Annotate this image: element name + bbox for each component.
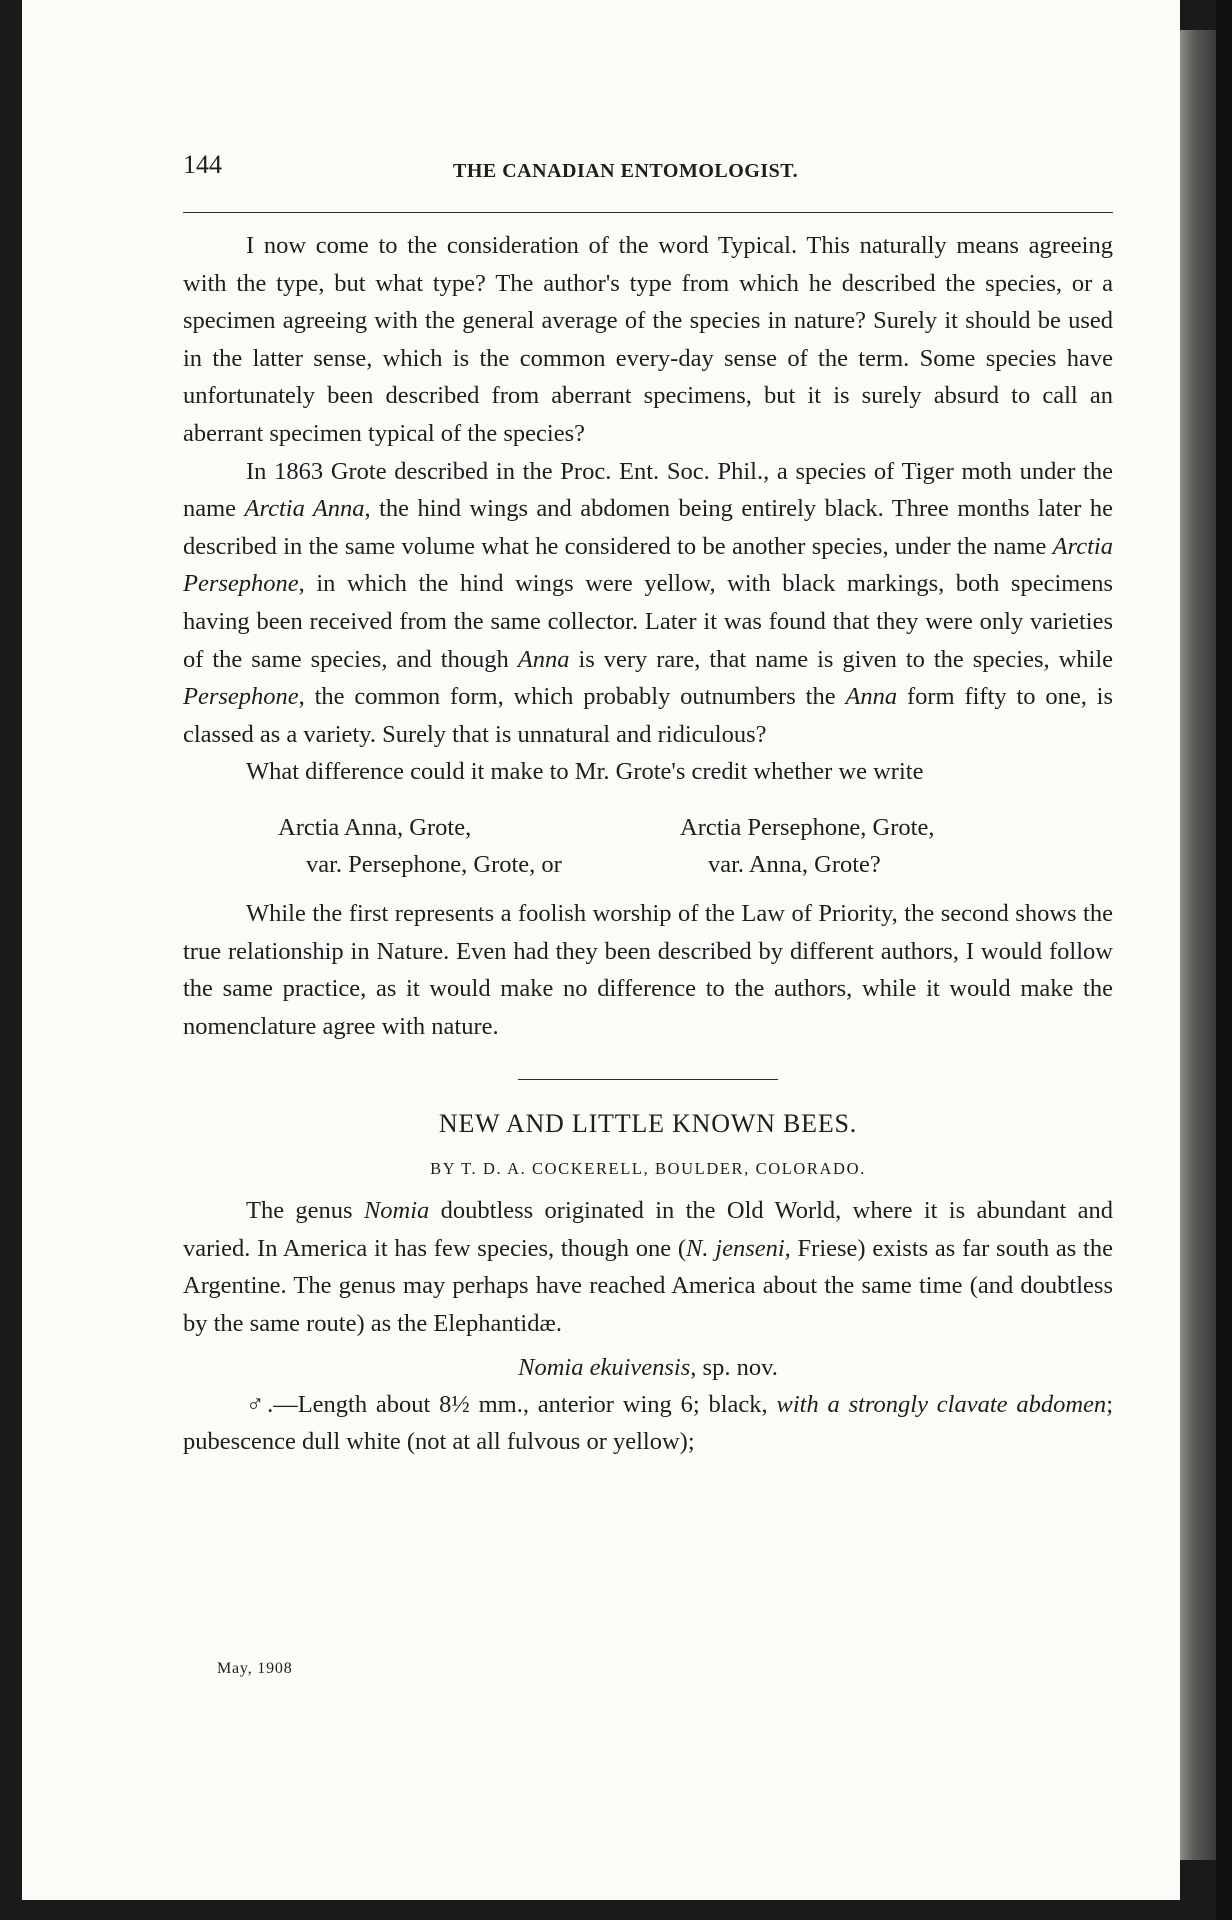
paragraph-nomia: The genus Nomia doubtless originated in the Old World, where it is abundant and varied. In America it has few species, though one (N. jenseni, Friese) exists as far south as the Argentine. The genus may perhaps have reached America about the same time (and doubtless by the same route) as the Elephantidæ. <box>183 1197 1114 1338</box>
article-byline: BY T. D. A. COCKERELL, BOULDER, COLORADO. <box>430 1159 866 1179</box>
paragraph-difference: What difference could it make to Mr. Grote's credit whether we write <box>246 758 924 786</box>
issue-date: May, 1908 <box>217 1660 293 1677</box>
book-spine-shadow <box>1216 0 1232 1920</box>
names-comparison <box>183 809 1113 883</box>
body-text <box>183 227 1113 1461</box>
section-divider <box>518 1079 778 1080</box>
running-head: THE CANADIAN ENTOMOLOGIST. <box>453 160 799 182</box>
paragraph-description: ♂.—Length about 8½ mm., anterior wing 6; black, with a strongly clavate abdomen; pubescence dull white (not at all fulvous or yellow); <box>183 1390 1113 1456</box>
page-number: 144 <box>183 150 222 179</box>
paragraph-grote: In 1863 Grote described in the Proc. Ent. Soc. Phil., a species of Tiger moth under the name Arctia Anna, the hind wings and abdomen being entirely black. Three months later he described in the same volume what he considered to be another species, under the name Arctia Persephone, in which the hind wings were yellow, with black markings, both specimens having been received from the same collector. Later it was found that they were only varieties of the same species, and though Anna is very rare, that name is given to the species, while Persephone, the common form, which probably outnumbers the Anna form fifty to one, is classed as a variety. Surely that is unnatural and ridiculous? <box>183 457 1114 748</box>
article-title: NEW AND LITTLE KNOWN BEES. <box>438 1109 858 1139</box>
name-line: Arctia Persephone, Grote, <box>680 813 935 841</box>
names-col-right <box>603 809 1023 883</box>
name-line: var. Anna, Grote? <box>708 850 881 878</box>
paragraph-typical: I now come to the consideration of the word Typical. This naturally means agreeing with the type, but what type? The author's type from which he described the species, or a specimen agreeing with the general average of the species in nature? Surely it should be used in the latter sense, which is the common every-day sense of the term. Some species have unfortunately been described from aberrant specimens, but it is surely absurd to call an aberrant specimen typical of the species? <box>183 232 1113 447</box>
page-content <box>183 150 1113 1461</box>
header-rule <box>183 212 1113 213</box>
page-header <box>183 150 1113 190</box>
paragraph-priority: While the first represents a foolish worship of the Law of Priority, the second shows the true relationship in Nature. Even had they been described by different authors, I would follow the same practice, as it would make no difference to the authors, while it would make the nomenclature agree with nature. <box>183 899 1113 1040</box>
name-line: var. Persephone, Grote, or <box>306 850 562 878</box>
book-page-edge <box>1180 30 1216 1860</box>
name-line: Arctia Anna, Grote, <box>278 813 472 841</box>
names-col-left <box>183 809 603 883</box>
species-heading: Nomia ekuivensis, sp. nov. <box>518 1353 778 1381</box>
